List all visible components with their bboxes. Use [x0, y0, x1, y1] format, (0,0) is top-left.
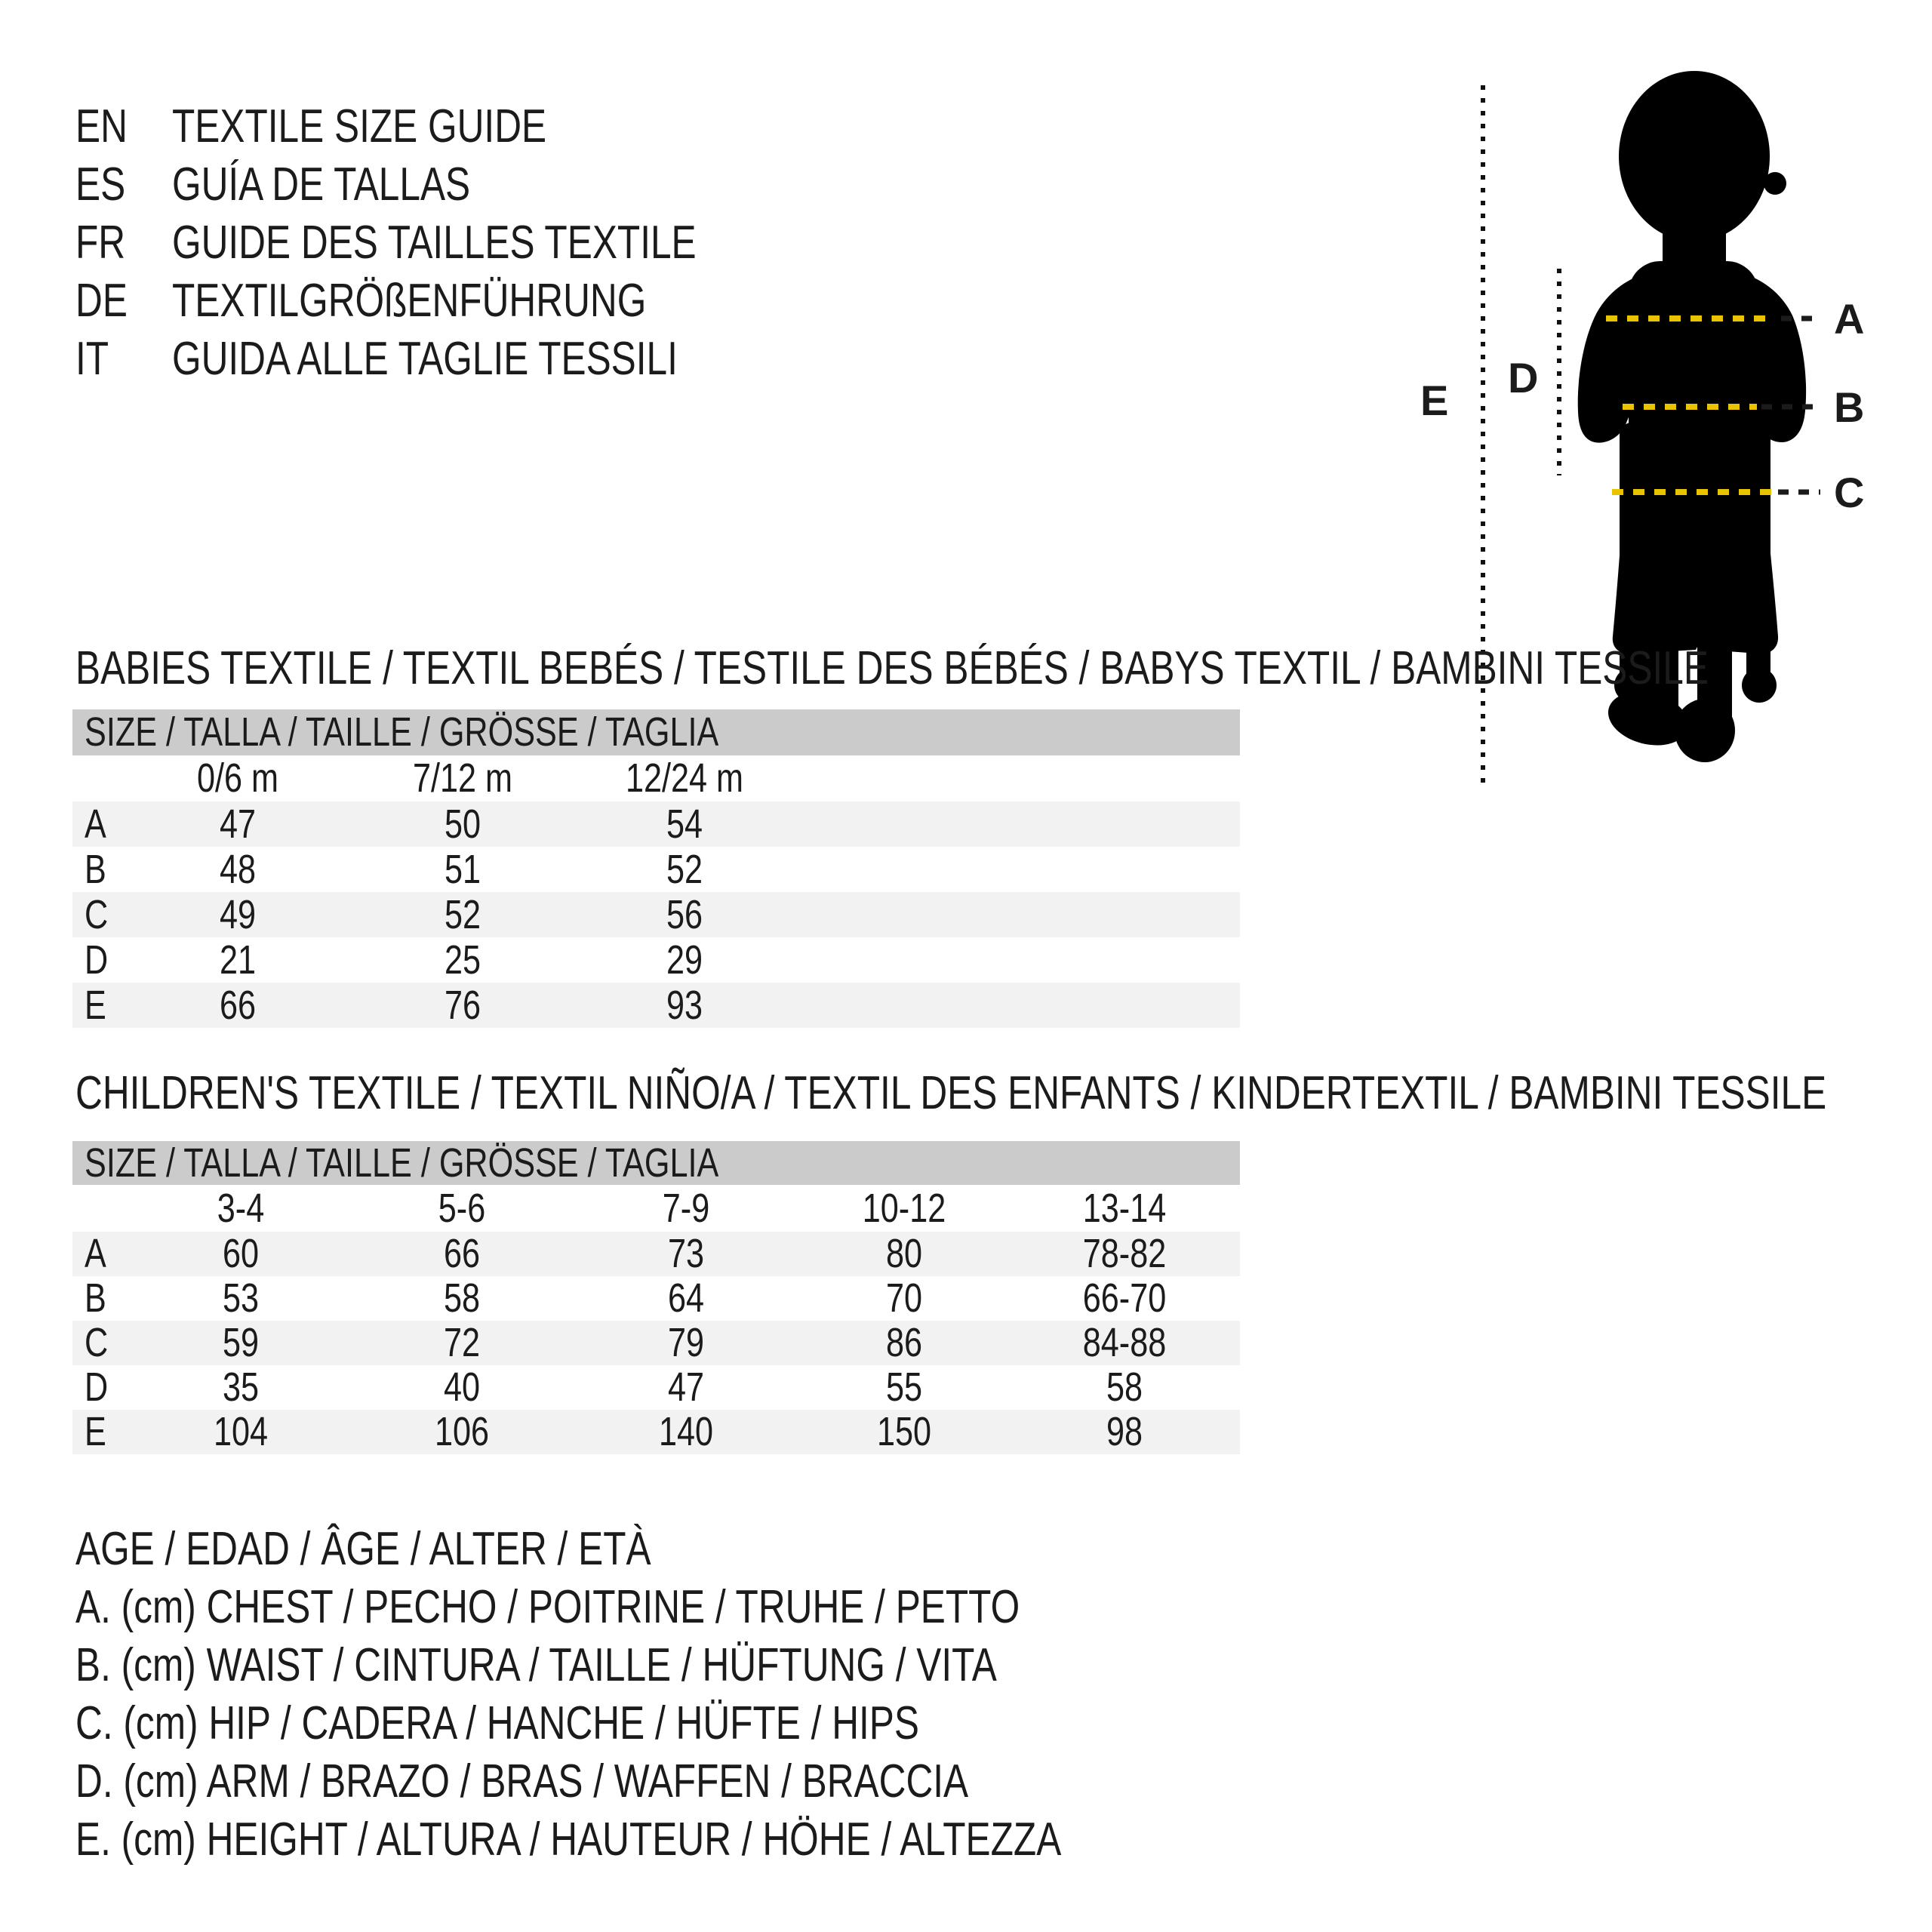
table-row: [72, 1321, 1240, 1365]
language-header: [75, 97, 827, 388]
children-size-table: [72, 1141, 1240, 1454]
table-cell: 76: [444, 983, 481, 1028]
children-size-header-bar: [72, 1141, 1240, 1185]
language-row-de: [75, 272, 827, 330]
column-header: 3-4: [217, 1186, 265, 1231]
table-cell: 51: [444, 847, 481, 892]
legend-text: AGE / EDAD / ÂGE / ALTER / ETÀ: [75, 1523, 651, 1575]
table-cell: 53: [222, 1275, 260, 1321]
legend-text: E. (cm) HEIGHT / ALTURA / HAUTEUR / HÖHE / ALTEZZA: [75, 1814, 1062, 1866]
table-cell: 54: [666, 801, 703, 847]
table-cell: 60: [222, 1231, 260, 1276]
language-row-fr: [75, 214, 827, 272]
guide-title-de: TEXTILGRÖßENFÜHRUNG: [172, 275, 647, 327]
table-cell: 72: [443, 1320, 481, 1365]
row-label: E: [85, 1409, 106, 1454]
table-cell: 66: [219, 983, 257, 1028]
table-cell: 49: [219, 892, 257, 937]
table-cell: 66: [443, 1231, 481, 1276]
children-section-title-text: CHILDREN'S TEXTILE / TEXTIL NIÑO/A / TEXTIL DES ENFANTS / KINDERTEXTIL / BAMBINI TESSILE: [75, 1067, 1827, 1119]
guide-title-es: GUÍA DE TALLAS: [172, 158, 471, 211]
legend-line-chest: [75, 1578, 1308, 1636]
babies-size-header-bar: [72, 709, 1240, 755]
column-header: 7/12 m: [412, 755, 513, 801]
table-cell: 21: [219, 937, 257, 983]
table-cell: 58: [1106, 1364, 1143, 1410]
row-label: A: [85, 1231, 106, 1276]
language-code: FR: [75, 217, 126, 269]
language-row-en: [75, 97, 827, 155]
legend-line-age: [75, 1520, 1308, 1578]
babies-size-table: [72, 709, 1240, 1028]
guide-title-en: TEXTILE SIZE GUIDE: [172, 100, 547, 152]
table-cell: 140: [658, 1409, 714, 1454]
table-cell: 70: [885, 1275, 923, 1321]
legend-text: B. (cm) WAIST / CINTURA / TAILLE / HÜFTUNG / VITA: [75, 1639, 997, 1691]
babies-column-headers: [72, 755, 1240, 801]
table-cell: 35: [222, 1364, 260, 1410]
table-cell: 56: [666, 892, 703, 937]
figure-label-E: E: [1420, 377, 1449, 424]
table-row: [72, 1232, 1240, 1276]
table-row: [72, 1276, 1240, 1321]
figure-label-B: B: [1834, 383, 1865, 431]
table-row: [72, 801, 1240, 847]
table-cell: 59: [222, 1320, 260, 1365]
row-label: E: [85, 983, 106, 1028]
guide-title-it: GUIDA ALLE TAGLIE TESSILI: [172, 333, 678, 385]
row-label: A: [85, 801, 106, 847]
table-row: [72, 892, 1240, 937]
legend-line-waist: [75, 1636, 1308, 1694]
table-cell: 93: [666, 983, 703, 1028]
table-cell: 29: [666, 937, 703, 983]
table-cell: 86: [885, 1320, 923, 1365]
table-cell: 52: [444, 892, 481, 937]
table-cell: 64: [667, 1275, 705, 1321]
figure-label-A: A: [1834, 295, 1865, 343]
language-row-it: [75, 330, 827, 388]
table-cell: 52: [666, 847, 703, 892]
legend-line-height: [75, 1810, 1308, 1869]
table-cell: 73: [667, 1231, 705, 1276]
table-row: [72, 1365, 1240, 1410]
babies-section-title-text: BABIES TEXTILE / TEXTIL BEBÉS / TESTILE DES BÉBÉS / BABYS TEXTIL / BAMBINI TESSILE: [75, 642, 1709, 694]
table-row: [72, 1410, 1240, 1454]
column-header: 7-9: [662, 1186, 710, 1231]
language-code: EN: [75, 100, 128, 152]
column-header: 10-12: [862, 1186, 946, 1231]
table-cell: 80: [885, 1231, 923, 1276]
table-row: [72, 983, 1240, 1028]
figure-label-C: C: [1834, 469, 1865, 516]
table-cell: 40: [443, 1364, 481, 1410]
table-cell: 48: [219, 847, 257, 892]
table-cell: 150: [876, 1409, 932, 1454]
child-measurement-figure: [1396, 45, 1894, 823]
table-cell: 78-82: [1082, 1231, 1167, 1276]
language-code: ES: [75, 158, 126, 211]
table-cell: 47: [667, 1364, 705, 1410]
babies-section-title: [75, 642, 1932, 694]
language-code: IT: [75, 333, 109, 385]
table-row: [72, 937, 1240, 983]
row-label: D: [85, 1364, 109, 1410]
language-row-es: [75, 155, 827, 214]
table-cell: 58: [443, 1275, 481, 1321]
row-label: C: [85, 1320, 109, 1365]
table-cell: 55: [885, 1364, 923, 1410]
size-header-label: SIZE / TALLA / TAILLE / GRÖSSE / TAGLIA: [85, 709, 719, 755]
table-cell: 106: [434, 1409, 490, 1454]
row-label: C: [85, 892, 109, 937]
children-column-headers: [72, 1185, 1240, 1232]
language-code: DE: [75, 275, 128, 327]
legend-line-arm: [75, 1752, 1308, 1810]
table-cell: 50: [444, 801, 481, 847]
table-cell: 25: [444, 937, 481, 983]
column-header: 13-14: [1082, 1186, 1167, 1231]
table-cell: 104: [213, 1409, 269, 1454]
legend-line-hip: [75, 1694, 1308, 1752]
table-cell: 79: [667, 1320, 705, 1365]
legend-text: C. (cm) HIP / CADERA / HANCHE / HÜFTE / HIPS: [75, 1697, 919, 1749]
measurement-legend: [75, 1520, 1308, 1869]
column-header: 5-6: [438, 1186, 486, 1231]
legend-text: D. (cm) ARM / BRAZO / BRAS / WAFFEN / BRACCIA: [75, 1755, 969, 1807]
size-header-label: SIZE / TALLA / TAILLE / GRÖSSE / TAGLIA: [85, 1140, 719, 1186]
table-cell: 84-88: [1082, 1320, 1167, 1365]
table-cell: 47: [219, 801, 257, 847]
table-cell: 66-70: [1082, 1275, 1167, 1321]
guide-title-fr: GUIDE DES TAILLES TEXTILE: [172, 217, 697, 269]
figure-label-D: D: [1508, 354, 1539, 401]
legend-text: A. (cm) CHEST / PECHO / POITRINE / TRUHE / PETTO: [75, 1581, 1020, 1633]
table-cell: 98: [1106, 1409, 1143, 1454]
row-label: B: [85, 1275, 106, 1321]
row-label: D: [85, 937, 109, 983]
row-label: B: [85, 847, 106, 892]
column-header: 12/24 m: [625, 755, 744, 801]
table-row: [72, 847, 1240, 892]
column-header: 0/6 m: [196, 755, 279, 801]
children-section-title: [75, 1067, 1932, 1119]
